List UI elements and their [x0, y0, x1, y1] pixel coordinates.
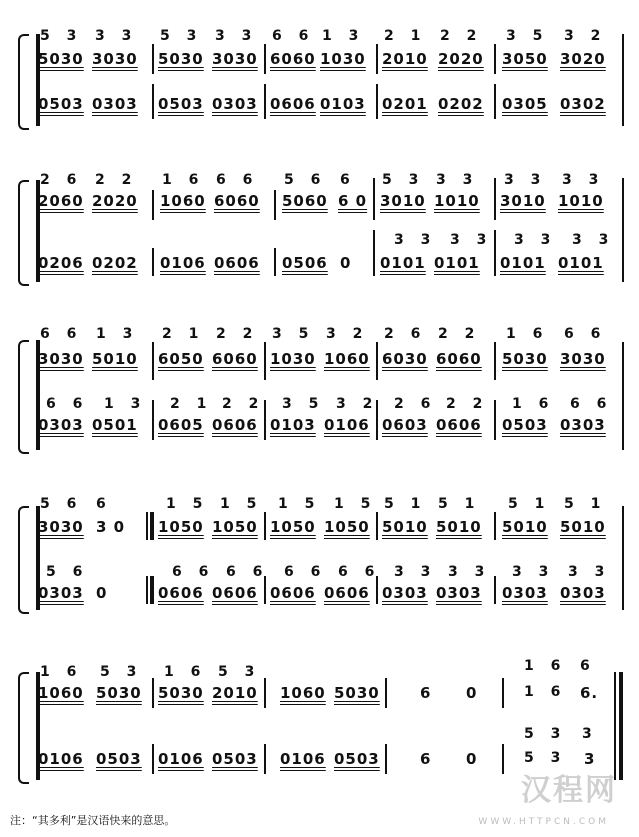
- lower-part-measure: 0101: [380, 254, 426, 272]
- lower-voice-note: 2 2: [222, 396, 265, 412]
- bar-line: [376, 44, 378, 74]
- lower-voice-note: 3 3: [448, 564, 491, 580]
- upper-part-measure: 2010: [382, 50, 428, 68]
- upper-voice-note: 3 2: [564, 28, 607, 44]
- system-brace: [18, 34, 29, 130]
- lower-voice-note: 3 2: [336, 396, 379, 412]
- upper-voice-note: 2 2: [438, 326, 481, 342]
- upper-voice-note: 6: [580, 658, 596, 674]
- lower-voice-note: 1 3: [104, 396, 147, 412]
- lower-part-measure: 0606: [436, 416, 482, 434]
- upper-voice-note: 5 3: [40, 28, 83, 44]
- lower-part-measure: 0303: [560, 416, 606, 434]
- lower-part-measure: 0303: [212, 95, 258, 113]
- bar-line: [622, 506, 624, 610]
- lower-part-measure: 0606: [214, 254, 260, 272]
- lower-voice-note: 3 3: [568, 564, 611, 580]
- upper-voice-note: 3 2: [326, 326, 369, 342]
- lower-part-measure: 0606: [158, 584, 204, 602]
- upper-part-measure: 1010: [558, 192, 604, 210]
- upper-part-measure: 3020: [560, 50, 606, 68]
- lower-voice-note: 2 6: [394, 396, 437, 412]
- system-brace: [18, 506, 29, 614]
- lower-part-measure: 5 3: [524, 750, 567, 766]
- lower-voice-note: 6 6: [570, 396, 613, 412]
- lower-part-measure: 0503: [38, 95, 84, 113]
- lower-voice-note: 6 6: [46, 396, 89, 412]
- upper-part-measure: 6030: [382, 350, 428, 368]
- bar-line: [494, 576, 496, 604]
- bar-line: [622, 34, 624, 126]
- bar-line: [264, 512, 266, 540]
- watermark-url: WWW.HTTPCN.COM: [478, 817, 609, 827]
- bar-line: [494, 512, 496, 540]
- upper-part-measure: 3 0: [96, 518, 126, 536]
- lower-voice-note: 3: [582, 726, 598, 742]
- upper-part-measure: 3030: [560, 350, 606, 368]
- upper-part-measure: 1060: [324, 350, 370, 368]
- lower-voice-note: 6 6: [226, 564, 269, 580]
- bar-line: [152, 190, 154, 220]
- lower-part-measure: 0303: [436, 584, 482, 602]
- bar-line: [274, 190, 276, 220]
- lower-voice-note: 2 2: [446, 396, 489, 412]
- lower-part-measure: 0606: [212, 416, 258, 434]
- upper-part-measure: 5010: [436, 518, 482, 536]
- upper-voice-note: 5 1: [384, 496, 427, 512]
- upper-part-measure: 5030: [158, 50, 204, 68]
- bar-line: [264, 576, 266, 604]
- lower-voice-note: 1 6: [512, 396, 555, 412]
- upper-part-measure: 5030: [158, 684, 204, 702]
- bar-line: [494, 84, 496, 119]
- system-brace: [18, 672, 29, 784]
- upper-part-measure: 1060: [160, 192, 206, 210]
- lower-part-measure: 6: [420, 750, 432, 768]
- upper-voice-note: 6: [96, 496, 112, 512]
- upper-part-measure: 6.: [580, 684, 599, 702]
- bar-line: [385, 744, 387, 774]
- upper-part-measure: 1030: [320, 50, 366, 68]
- bar-line: [376, 576, 378, 604]
- bar-line: [152, 84, 154, 119]
- upper-voice-note: 6 6: [40, 326, 83, 342]
- lower-voice-note: 6 6: [284, 564, 327, 580]
- lower-part-measure: 0603: [382, 416, 428, 434]
- upper-part-measure: 5010: [382, 518, 428, 536]
- bar-line: [494, 178, 496, 220]
- upper-part-measure: 1050: [270, 518, 316, 536]
- upper-part-measure: 1050: [158, 518, 204, 536]
- upper-voice-note: 3 3: [95, 28, 138, 44]
- upper-part-measure: 0: [466, 684, 478, 702]
- bar-line: [502, 744, 504, 774]
- lower-part-measure: 0106: [280, 750, 326, 768]
- lower-voice-note: 3 3: [394, 564, 437, 580]
- upper-part-measure: 2020: [438, 50, 484, 68]
- upper-voice-note: 6 6: [216, 172, 259, 188]
- lower-part-measure: 0605: [158, 416, 204, 434]
- upper-voice-note: 2 1: [384, 28, 427, 44]
- upper-voice-note: 1 3: [96, 326, 139, 342]
- repeat-bar: [150, 576, 154, 604]
- bar-line: [264, 342, 266, 380]
- upper-part-measure: 5030: [96, 684, 142, 702]
- lower-part-measure: 0606: [270, 584, 316, 602]
- upper-part-measure: 1060: [38, 684, 84, 702]
- repeat-bar: [146, 576, 148, 604]
- final-bar: [619, 672, 623, 780]
- bar-line: [373, 230, 375, 276]
- lower-part-measure: 0101: [434, 254, 480, 272]
- score-system-2: [0, 160, 639, 280]
- lower-part-measure: 0106: [324, 416, 370, 434]
- score-system-4: [0, 480, 639, 610]
- upper-part-measure: 6 0: [338, 192, 368, 210]
- upper-voice-note: 3 3: [504, 172, 547, 188]
- lower-part-measure: 0503: [502, 416, 548, 434]
- score-system-3: [0, 320, 639, 450]
- upper-voice-note: 6 6: [564, 326, 607, 342]
- upper-voice-note: 1 6: [162, 172, 205, 188]
- upper-part-measure: 3050: [502, 50, 548, 68]
- upper-voice-note: 2 1: [162, 326, 205, 342]
- upper-part-measure: 1 6: [524, 684, 567, 700]
- bar-line: [264, 44, 266, 74]
- bar-line: [385, 678, 387, 708]
- repeat-bar: [150, 512, 154, 540]
- lower-part-measure: 3: [584, 750, 596, 768]
- upper-part-measure: 5030: [334, 684, 380, 702]
- lower-part-measure: 0302: [560, 95, 606, 113]
- upper-voice-note: 3 5: [506, 28, 549, 44]
- lower-voice-note: 3 3: [450, 232, 493, 248]
- lower-part-measure: 0303: [92, 95, 138, 113]
- bar-line: [152, 400, 154, 440]
- bar-line: [494, 400, 496, 440]
- lower-part-measure: 0103: [320, 95, 366, 113]
- upper-voice-note: 5 6: [40, 496, 83, 512]
- repeat-bar: [146, 512, 148, 540]
- upper-voice-note: 1 6: [40, 664, 83, 680]
- upper-voice-note: 5 3: [160, 28, 203, 44]
- bar-line: [152, 248, 154, 276]
- lower-part-measure: 0303: [38, 416, 84, 434]
- upper-part-measure: 1010: [434, 192, 480, 210]
- lower-part-measure: 0106: [158, 750, 204, 768]
- upper-voice-note: 1 6: [164, 664, 207, 680]
- upper-voice-note: 1 5: [334, 496, 377, 512]
- lower-part-measure: 0202: [438, 95, 484, 113]
- lower-part-measure: 0: [96, 584, 108, 602]
- upper-part-measure: 1060: [280, 684, 326, 702]
- lower-voice-note: 3 3: [512, 564, 555, 580]
- upper-part-measure: 1030: [270, 350, 316, 368]
- bar-line: [494, 44, 496, 74]
- upper-part-measure: 1050: [212, 518, 258, 536]
- upper-voice-note: 5 3: [100, 664, 143, 680]
- lower-voice-note: 2 1: [170, 396, 213, 412]
- lower-part-measure: 0: [340, 254, 352, 272]
- bar-line: [152, 342, 154, 380]
- upper-part-measure: 3010: [380, 192, 426, 210]
- bar-line: [152, 744, 154, 774]
- upper-voice-note: 2 2: [440, 28, 483, 44]
- footnote: 注：“其多利”是汉语快来的意思。: [10, 814, 176, 827]
- upper-part-measure: 2020: [92, 192, 138, 210]
- bar-line: [152, 678, 154, 708]
- score-system-1: [0, 22, 639, 127]
- bar-line: [264, 744, 266, 774]
- lower-part-measure: 0503: [96, 750, 142, 768]
- watermark-logo: 汉程网: [521, 773, 617, 808]
- upper-voice-note: 1 5: [220, 496, 263, 512]
- lower-part-measure: 0305: [502, 95, 548, 113]
- lower-part-measure: 0103: [270, 416, 316, 434]
- bar-line: [264, 84, 266, 119]
- upper-voice-note: 3 5: [272, 326, 315, 342]
- lower-part-measure: 0303: [502, 584, 548, 602]
- upper-voice-note: 6 6: [272, 28, 315, 44]
- score-system-5: [0, 640, 639, 780]
- lower-part-measure: 0206: [38, 254, 84, 272]
- lower-voice-note: 6 6: [172, 564, 215, 580]
- system-brace: [18, 180, 29, 286]
- upper-part-measure: 6060: [270, 50, 316, 68]
- upper-part-measure: 5010: [92, 350, 138, 368]
- upper-part-measure: 5010: [502, 518, 548, 536]
- lower-part-measure: 0101: [558, 254, 604, 272]
- upper-voice-note: 5 3: [382, 172, 425, 188]
- bar-line: [622, 178, 624, 282]
- lower-part-measure: 0303: [38, 584, 84, 602]
- bar-line: [494, 230, 496, 276]
- upper-part-measure: 5060: [282, 192, 328, 210]
- bar-line: [502, 678, 504, 708]
- bar-line: [373, 178, 375, 220]
- upper-part-measure: 5030: [38, 50, 84, 68]
- lower-voice-note: 6 6: [338, 564, 381, 580]
- system-brace: [18, 340, 29, 454]
- bar-line: [152, 44, 154, 74]
- upper-voice-note: 1 6: [506, 326, 549, 342]
- upper-part-measure: 6060: [212, 350, 258, 368]
- bar-line: [274, 248, 276, 276]
- lower-voice-note: 5 6: [46, 564, 89, 580]
- upper-part-measure: 3030: [38, 350, 84, 368]
- lower-part-measure: 0606: [270, 95, 316, 113]
- upper-voice-note: 5 6: [284, 172, 327, 188]
- bar-line: [622, 342, 624, 450]
- lower-part-measure: 0: [466, 750, 478, 768]
- lower-voice-note: 3 3: [572, 232, 615, 248]
- lower-part-measure: 0303: [560, 584, 606, 602]
- upper-part-measure: 6060: [214, 192, 260, 210]
- lower-part-measure: 0106: [160, 254, 206, 272]
- upper-part-measure: 6050: [158, 350, 204, 368]
- upper-part-measure: 3030: [212, 50, 258, 68]
- upper-voice-note: 3 3: [436, 172, 479, 188]
- upper-voice-note: 5 1: [564, 496, 607, 512]
- lower-part-measure: 0202: [92, 254, 138, 272]
- lower-part-measure: 0503: [212, 750, 258, 768]
- bar-line: [376, 512, 378, 540]
- upper-voice-note: 3 3: [562, 172, 605, 188]
- upper-voice-note: 5 1: [508, 496, 551, 512]
- lower-part-measure: 0303: [382, 584, 428, 602]
- upper-part-measure: 5030: [502, 350, 548, 368]
- bar-line: [376, 342, 378, 380]
- lower-voice-note: 3 3: [514, 232, 557, 248]
- upper-part-measure: 1050: [324, 518, 370, 536]
- upper-part-measure: 3010: [500, 192, 546, 210]
- bar-line: [494, 342, 496, 380]
- upper-part-measure: 6: [420, 684, 432, 702]
- lower-voice-note: 5 3: [524, 726, 567, 742]
- lower-part-measure: 0503: [334, 750, 380, 768]
- upper-part-measure: 2060: [38, 192, 84, 210]
- lower-part-measure: 0503: [158, 95, 204, 113]
- lower-part-measure: 0606: [212, 584, 258, 602]
- lower-part-measure: 0606: [324, 584, 370, 602]
- upper-part-measure: 3030: [38, 518, 84, 536]
- upper-voice-note: 2 6: [40, 172, 83, 188]
- upper-voice-note: 1 3: [322, 28, 365, 44]
- upper-voice-note: 6: [340, 172, 356, 188]
- bar-line: [264, 678, 266, 708]
- upper-part-measure: 2010: [212, 684, 258, 702]
- lower-part-measure: 0501: [92, 416, 138, 434]
- upper-voice-note: 3 3: [215, 28, 258, 44]
- final-bar: [614, 672, 616, 780]
- bar-line: [376, 84, 378, 119]
- upper-voice-note: 2 2: [216, 326, 259, 342]
- lower-part-measure: 0201: [382, 95, 428, 113]
- upper-part-measure: 5010: [560, 518, 606, 536]
- lower-voice-note: 3 3: [394, 232, 437, 248]
- upper-voice-note: 1 5: [278, 496, 321, 512]
- upper-voice-note: 1 5: [166, 496, 209, 512]
- upper-voice-note: 5 1: [438, 496, 481, 512]
- upper-voice-note: 5 3: [218, 664, 261, 680]
- upper-part-measure: 6060: [436, 350, 482, 368]
- upper-voice-note: 2 6: [384, 326, 427, 342]
- upper-part-measure: 3030: [92, 50, 138, 68]
- upper-voice-note: 2 2: [95, 172, 138, 188]
- lower-part-measure: 0106: [38, 750, 84, 768]
- upper-voice-note: 1 6: [524, 658, 567, 674]
- lower-voice-note: 3 5: [282, 396, 325, 412]
- lower-part-measure: 0101: [500, 254, 546, 272]
- lower-part-measure: 0506: [282, 254, 328, 272]
